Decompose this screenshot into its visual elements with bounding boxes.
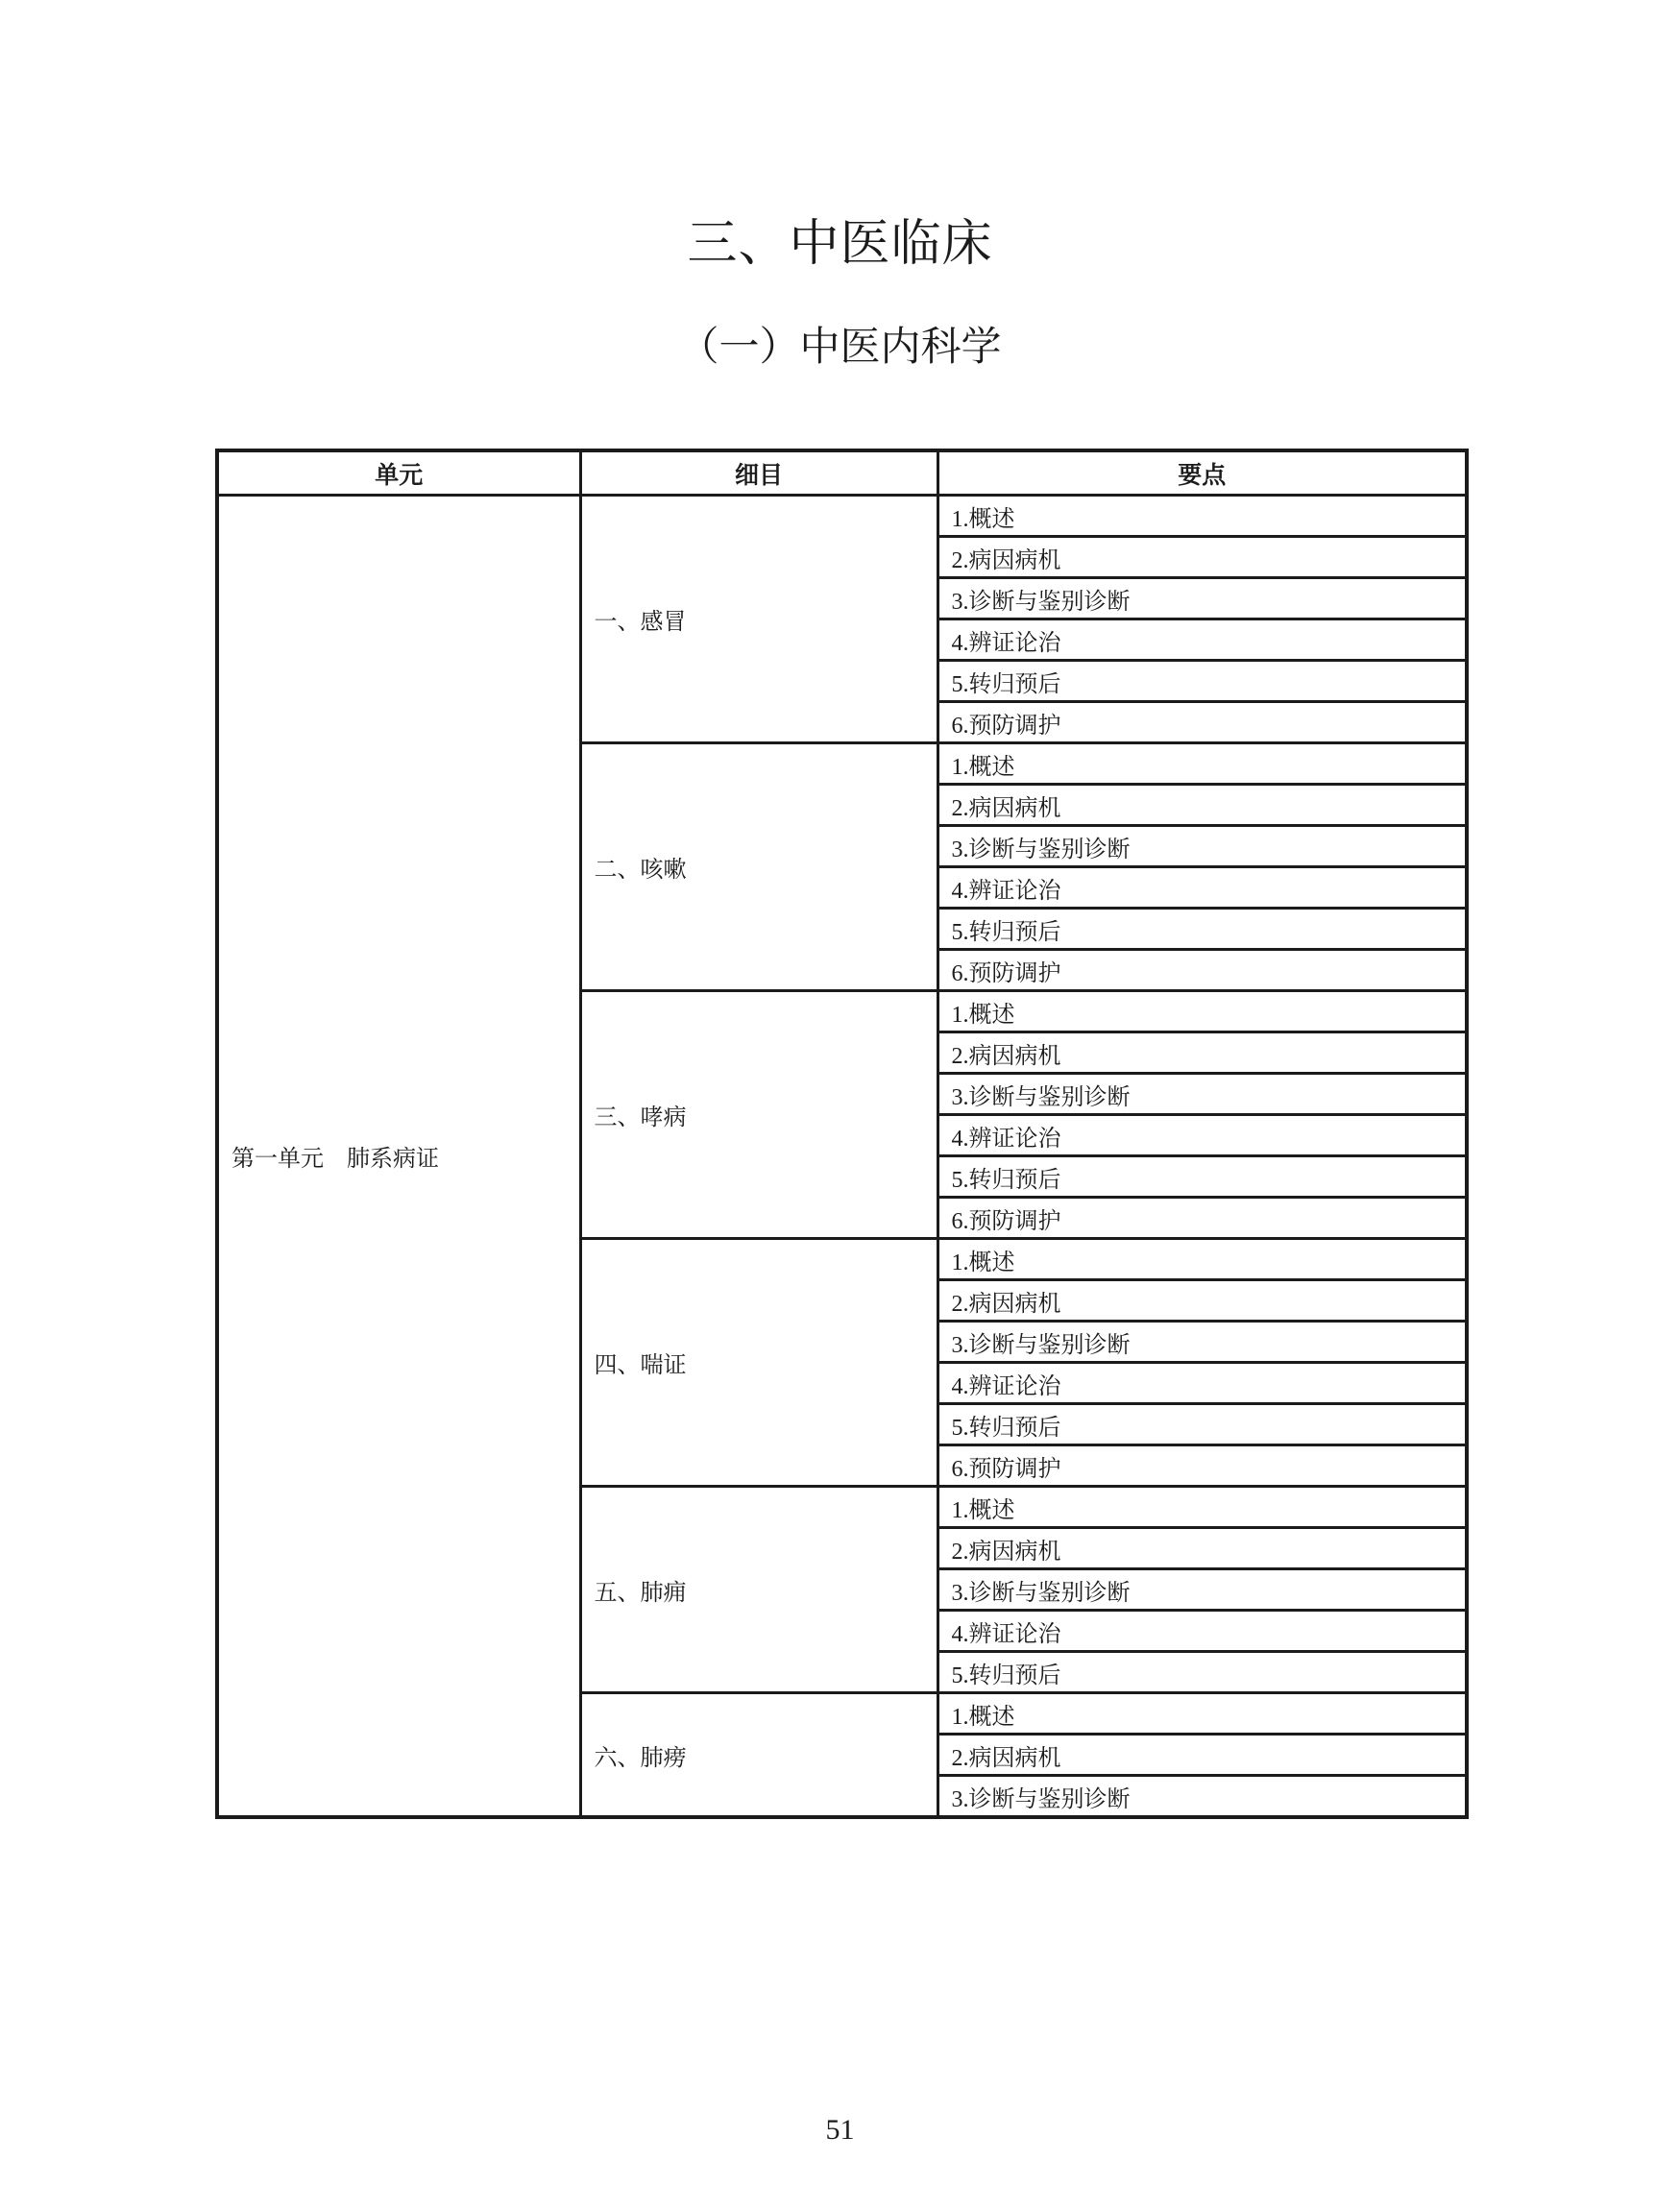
point-cell: 3.诊断与鉴别诊断 (937, 1776, 1467, 1818)
point-cell: 6.预防调护 (937, 1445, 1467, 1487)
point-cell: 2.病因病机 (937, 1528, 1467, 1569)
column-header-unit: 单元 (217, 450, 580, 496)
point-cell: 6.预防调护 (937, 1198, 1467, 1239)
point-cell: 1.概述 (937, 1693, 1467, 1735)
point-cell: 5.转归预后 (937, 1652, 1467, 1693)
section-cell: 六、肺痨 (580, 1693, 937, 1818)
unit-cell: 第一单元 肺系病证 (217, 496, 580, 1818)
column-header-keypoints: 要点 (937, 450, 1467, 496)
section-cell: 二、咳嗽 (580, 743, 937, 991)
point-cell: 3.诊断与鉴别诊断 (937, 1074, 1467, 1115)
point-cell: 2.病因病机 (937, 1032, 1467, 1074)
point-cell: 3.诊断与鉴别诊断 (937, 826, 1467, 867)
section-subtitle: （一）中医内科学 (678, 326, 1002, 370)
table-header-row (217, 450, 1467, 496)
page-title: 三、中医临床 (687, 217, 993, 272)
point-cell: 3.诊断与鉴别诊断 (937, 578, 1467, 619)
point-cell: 3.诊断与鉴别诊断 (937, 1569, 1467, 1611)
point-cell: 4.辨证论治 (937, 1363, 1467, 1404)
point-cell: 4.辨证论治 (937, 619, 1467, 661)
column-header-subcategory: 细目 (580, 450, 937, 496)
section-cell: 五、肺痈 (580, 1487, 937, 1693)
point-cell: 5.转归预后 (937, 661, 1467, 702)
point-cell: 2.病因病机 (937, 785, 1467, 826)
point-cell: 1.概述 (937, 743, 1467, 785)
point-cell: 2.病因病机 (937, 1735, 1467, 1776)
point-cell: 4.辨证论治 (937, 1611, 1467, 1652)
section-cell: 一、感冒 (580, 496, 937, 743)
point-cell: 6.预防调护 (937, 950, 1467, 991)
point-cell: 1.概述 (937, 1487, 1467, 1528)
point-cell: 6.预防调护 (937, 702, 1467, 743)
page-number: 51 (825, 2114, 855, 2146)
point-cell: 1.概述 (937, 991, 1467, 1032)
point-cell: 2.病因病机 (937, 537, 1467, 578)
point-cell: 3.诊断与鉴别诊断 (937, 1322, 1467, 1363)
point-cell: 1.概述 (937, 496, 1467, 537)
point-cell: 5.转归预后 (937, 1404, 1467, 1445)
table-row (217, 496, 1467, 537)
point-cell: 4.辨证论治 (937, 1115, 1467, 1156)
syllabus-table (215, 449, 1469, 1819)
section-cell: 四、喘证 (580, 1239, 937, 1487)
point-cell: 1.概述 (937, 1239, 1467, 1280)
point-cell: 2.病因病机 (937, 1280, 1467, 1322)
point-cell: 5.转归预后 (937, 909, 1467, 950)
point-cell: 4.辨证论治 (937, 867, 1467, 909)
section-cell: 三、哮病 (580, 991, 937, 1239)
point-cell: 5.转归预后 (937, 1156, 1467, 1198)
